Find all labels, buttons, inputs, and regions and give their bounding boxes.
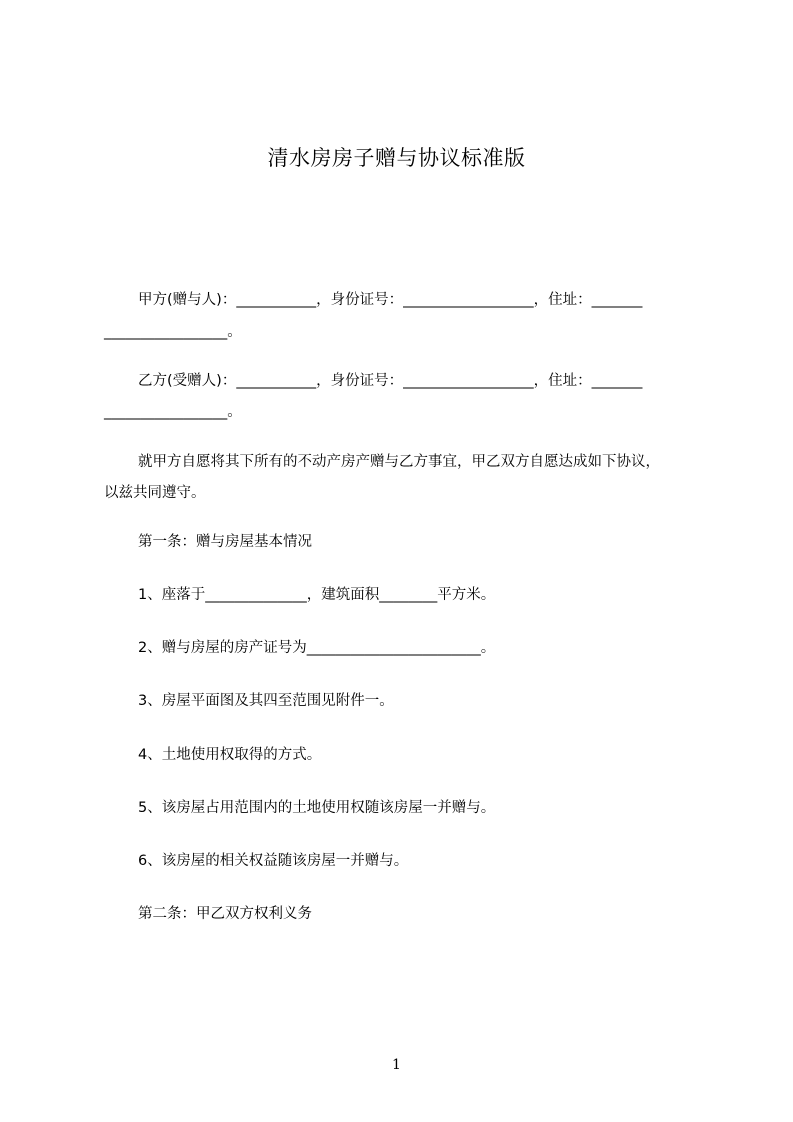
list-item: 4、土地使用权取得的方式。 [138, 747, 322, 763]
list-item: 2、赠与房屋的房产证号为________________________。 [138, 640, 496, 656]
article-2-heading: 第二条：甲乙双方权利义务 [138, 906, 312, 922]
intro-line-2: 以兹共同遵守。 [104, 485, 206, 501]
list-item: 6、该房屋的相关权益随该房屋一并赠与。 [138, 853, 409, 869]
party-a-line-1: 甲方(赠与人)：___________，身份证号：__________________，住址：_______ [138, 292, 643, 308]
intro-line-1: 就甲方自愿将其下所有的不动产房产赠与乙方事宜，甲乙双方自愿达成如下协议， [138, 454, 660, 470]
list-item: 5、该房屋占用范围内的土地使用权随该房屋一并赠与。 [138, 800, 496, 816]
article-1-heading: 第一条：赠与房屋基本情况 [138, 534, 312, 550]
list-item: 1、座落于______________，建筑面积________平方米。 [138, 587, 496, 603]
document-title: 清水房房子赠与协议标准版 [267, 146, 526, 170]
list-item: 3、房屋平面图及其四至范围见附件一。 [138, 693, 394, 709]
party-b-line-1: 乙方(受赠人)：___________，身份证号：__________________，住址：_______ [138, 373, 643, 389]
party-b-line-2: _________________。 [104, 404, 242, 420]
page-number: 1 [392, 1057, 401, 1073]
party-a-line-2: _________________。 [104, 324, 242, 340]
